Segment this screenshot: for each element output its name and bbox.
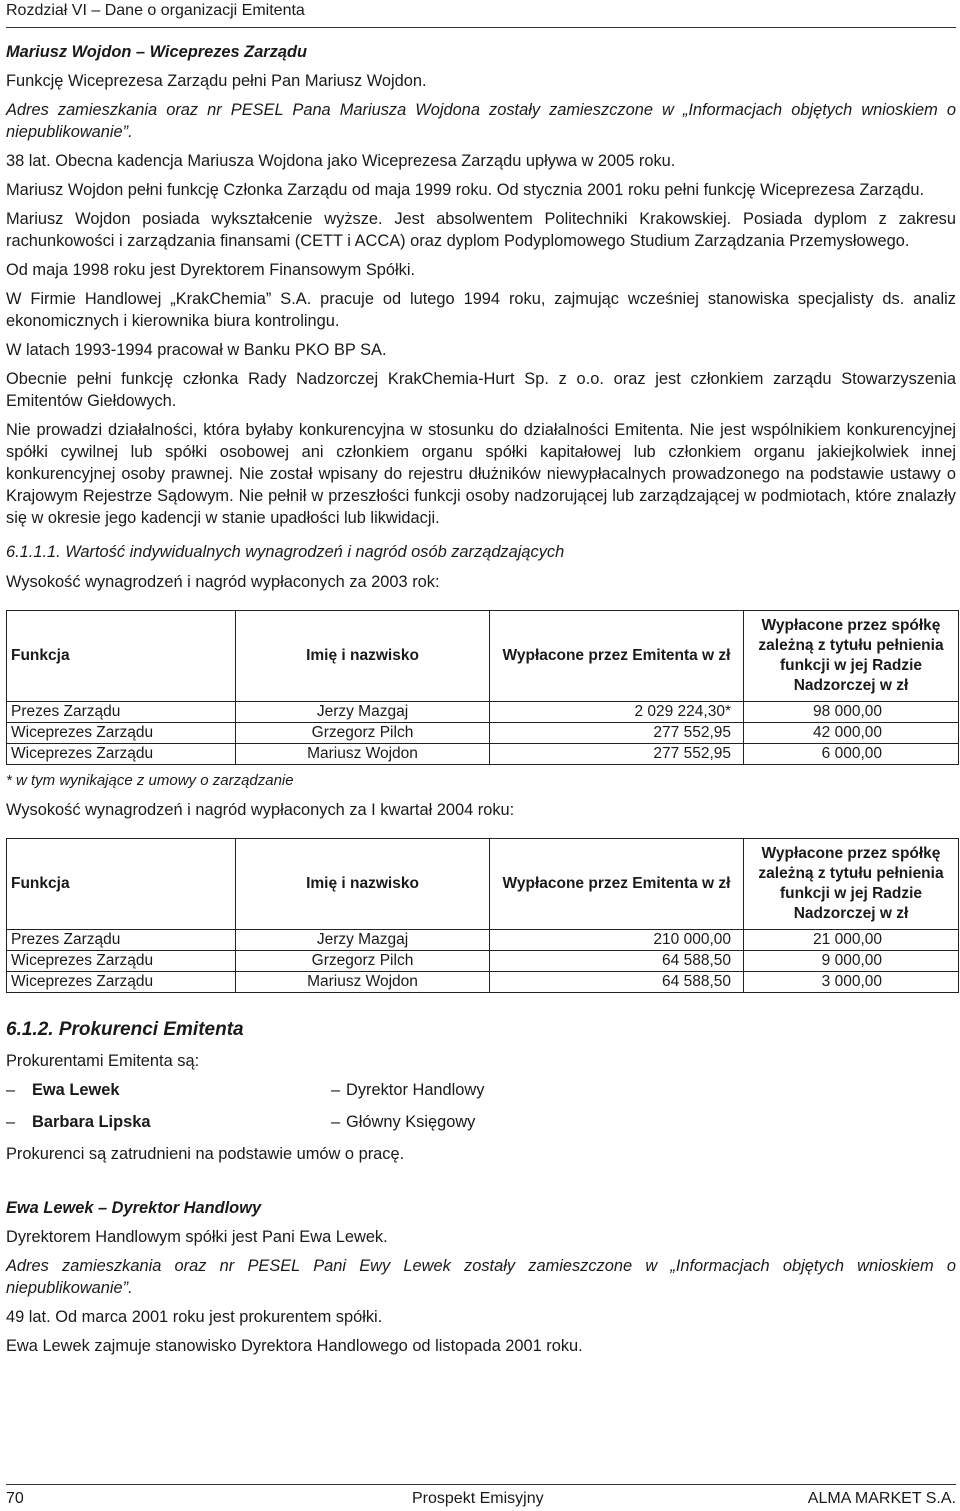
cell-function: Wiceprezes Zarządu	[7, 951, 236, 972]
cell-subsidiary-paid: 98 000,00	[744, 702, 959, 723]
table-row	[7, 723, 959, 744]
cell-function: Prezes Zarządu	[7, 930, 236, 951]
cell-name: Grzegorz Pilch	[236, 723, 490, 744]
lewek-paragraph-3: 49 lat. Od marca 2001 roku jest prokurentem spółki.	[6, 1308, 383, 1326]
column-header-subsidiary-paid: Wypłacone przez spółkę zależną z tytułu pełnienia funkcji w jej Radzie Nadzorczej w zł	[744, 839, 959, 930]
cell-function: Prezes Zarządu	[7, 702, 236, 723]
dash-bullet: –	[6, 1081, 16, 1099]
lewek-paragraph-4: Ewa Lewek zajmuje stanowisko Dyrektora Handlowego od listopada 2001 roku.	[6, 1337, 583, 1355]
cell-name: Grzegorz Pilch	[236, 951, 490, 972]
cell-subsidiary-paid: 3 000,00	[744, 972, 959, 993]
cell-name: Mariusz Wojdon	[236, 744, 490, 765]
cell-issuer-paid: 64 588,50	[490, 951, 744, 972]
running-footer	[6, 1484, 956, 1511]
column-header-name: Imię i nazwisko	[236, 839, 490, 930]
cell-function: Wiceprezes Zarządu	[7, 744, 236, 765]
wojdon-paragraph-3: 38 lat. Obecna kadencja Mariusza Wojdona jako Wiceprezesa Zarządu upływa w 2005 roku.	[6, 152, 676, 170]
table-header-row	[7, 611, 959, 702]
chapter-title: Rozdział VI – Dane o organizacji Emitenta	[6, 2, 305, 19]
list-item	[6, 1079, 956, 1111]
company-name: ALMA MARKET S.A.	[807, 1490, 956, 1507]
cell-issuer-paid: 210 000,00	[490, 930, 744, 951]
table-row	[7, 702, 959, 723]
table-header-row	[7, 839, 959, 930]
cell-subsidiary-paid: 42 000,00	[744, 723, 959, 744]
column-header-name: Imię i nazwisko	[236, 611, 490, 702]
prokurent-name: Barbara Lipska	[32, 1113, 151, 1131]
table-row	[7, 951, 959, 972]
prokurent-name: Ewa Lewek	[32, 1081, 120, 1099]
remuneration-section-title: 6.1.1.1. Wartość indywidualnych wynagrodzeń i nagród osób zarządzających	[6, 543, 565, 561]
wojdon-paragraph-6: Od maja 1998 roku jest Dyrektorem Finansowym Spółki.	[6, 261, 416, 279]
prokurent-role: Główny Księgowy	[346, 1113, 476, 1131]
lewek-paragraph-2: Adres zamieszkania oraz nr PESEL Pani Ewy Lewek zostały zamieszczone w „Informacjach objętych wnioskiem o niepublikowanie”.	[6, 1257, 956, 1297]
column-header-issuer-paid: Wypłacone przez Emitenta w zł	[490, 839, 744, 930]
column-header-issuer-paid: Wypłacone przez Emitenta w zł	[490, 611, 744, 702]
lewek-paragraph-1: Dyrektorem Handlowym spółki jest Pani Ewa Lewek.	[6, 1228, 388, 1246]
dash-bullet: –	[331, 1081, 341, 1099]
prokurenci-employment: Prokurenci są zatrudnieni na podstawie umów o pracę.	[6, 1145, 405, 1163]
document-title: Prospekt Emisyjny	[412, 1490, 544, 1507]
cell-issuer-paid: 2 029 224,30*	[490, 702, 744, 723]
wojdon-paragraph-10: Nie prowadzi działalności, która byłaby konkurencyjna w stosunku do działalności Emitenta. Nie jest wspólnikiem konkurencyjnej spółki cywilnej lub spółki osobowej ani członkiem organu spółki kapitałowej lub członkiem organu jakiejkolwiek innej konkurencyjnej osoby prawnej. Nie został wpisany do rejestru dłużników niewypłacalnych prowadzonego na podstawie ustawy o Krajowym Rejestrze Sądowym. Nie pełnił w przeszłości funkcji osoby nadzorującej lub zarządzającej w podmiotach, które znalazły się w okresie jego kadencji w stanie upadłości lub likwidacji.	[6, 421, 956, 527]
remuneration-table-2003	[6, 610, 959, 765]
remuneration-2003-intro: Wysokość wynagrodzeń i nagród wypłaconych za 2003 rok:	[6, 573, 440, 591]
table-footnote: * w tym wynikające z umowy o zarządzanie	[6, 772, 294, 789]
prokurenci-intro: Prokurentami Emitenta są:	[6, 1052, 200, 1070]
running-header	[6, 0, 956, 28]
wojdon-paragraph-7: W Firmie Handlowej „KrakChemia” S.A. pracuje od lutego 1994 roku, zajmując wcześniej stanowiska specjalisty ds. analiz ekonomicznych i kierownika biura kontrolingu.	[6, 290, 956, 330]
column-header-subsidiary-paid: Wypłacone przez spółkę zależną z tytułu pełnienia funkcji w jej Radzie Nadzorczej w zł	[744, 611, 959, 702]
page-number: 70	[6, 1490, 24, 1507]
document-page	[6, 0, 956, 1364]
wojdon-paragraph-9: Obecnie pełni funkcję członka Rady Nadzorczej KrakChemia-Hurt Sp. z o.o. oraz jest członkiem zarządu Stowarzyszenia Emitentów Giełdowych.	[6, 370, 956, 410]
dash-bullet: –	[331, 1113, 341, 1131]
wojdon-paragraph-2: Adres zamieszkania oraz nr PESEL Pana Mariusza Wojdona zostały zamieszczone w „Informacjach objętych wnioskiem o niepublikowanie”.	[6, 101, 956, 141]
dash-bullet: –	[6, 1113, 16, 1131]
cell-subsidiary-paid: 6 000,00	[744, 744, 959, 765]
wojdon-paragraph-8: W latach 1993-1994 pracował w Banku PKO BP SA.	[6, 341, 387, 359]
prokurenci-section-title: 6.1.2. Prokurenci Emitenta	[6, 1019, 244, 1040]
wojdon-paragraph-5: Mariusz Wojdon posiada wykształcenie wyższe. Jest absolwentem Politechniki Krakowskiej. Posiada dyplom z zakresu rachunkowości i zarządzania finansami (CETT i ACCA) oraz dyplom Podyplomowego Studium Zarządzania Przemysłowego.	[6, 210, 956, 250]
wojdon-paragraph-4: Mariusz Wojdon pełni funkcję Członka Zarządu od maja 1999 roku. Od stycznia 2001 roku pełni funkcję Wiceprezesa Zarządu.	[6, 181, 925, 199]
remuneration-2004-intro: Wysokość wynagrodzeń i nagród wypłaconych za I kwartał 2004 roku:	[6, 801, 515, 819]
lewek-heading: Ewa Lewek – Dyrektor Handlowy	[6, 1199, 262, 1217]
cell-issuer-paid: 277 552,95	[490, 744, 744, 765]
wojdon-paragraph-1: Funkcję Wiceprezesa Zarządu pełni Pan Mariusz Wojdon.	[6, 72, 427, 90]
remuneration-table-2004	[6, 838, 959, 993]
table-row	[7, 972, 959, 993]
column-header-function: Funkcja	[7, 611, 236, 702]
table-row	[7, 744, 959, 765]
list-item	[6, 1111, 956, 1143]
column-header-function: Funkcja	[7, 839, 236, 930]
cell-name: Jerzy Mazgaj	[236, 930, 490, 951]
cell-subsidiary-paid: 9 000,00	[744, 951, 959, 972]
cell-name: Mariusz Wojdon	[236, 972, 490, 993]
prokurent-role: Dyrektor Handlowy	[346, 1081, 485, 1099]
cell-function: Wiceprezes Zarządu	[7, 723, 236, 744]
cell-issuer-paid: 64 588,50	[490, 972, 744, 993]
cell-function: Wiceprezes Zarządu	[7, 972, 236, 993]
cell-name: Jerzy Mazgaj	[236, 702, 490, 723]
cell-issuer-paid: 277 552,95	[490, 723, 744, 744]
cell-subsidiary-paid: 21 000,00	[744, 930, 959, 951]
wojdon-heading: Mariusz Wojdon – Wiceprezes Zarządu	[6, 43, 308, 61]
table-row	[7, 930, 959, 951]
